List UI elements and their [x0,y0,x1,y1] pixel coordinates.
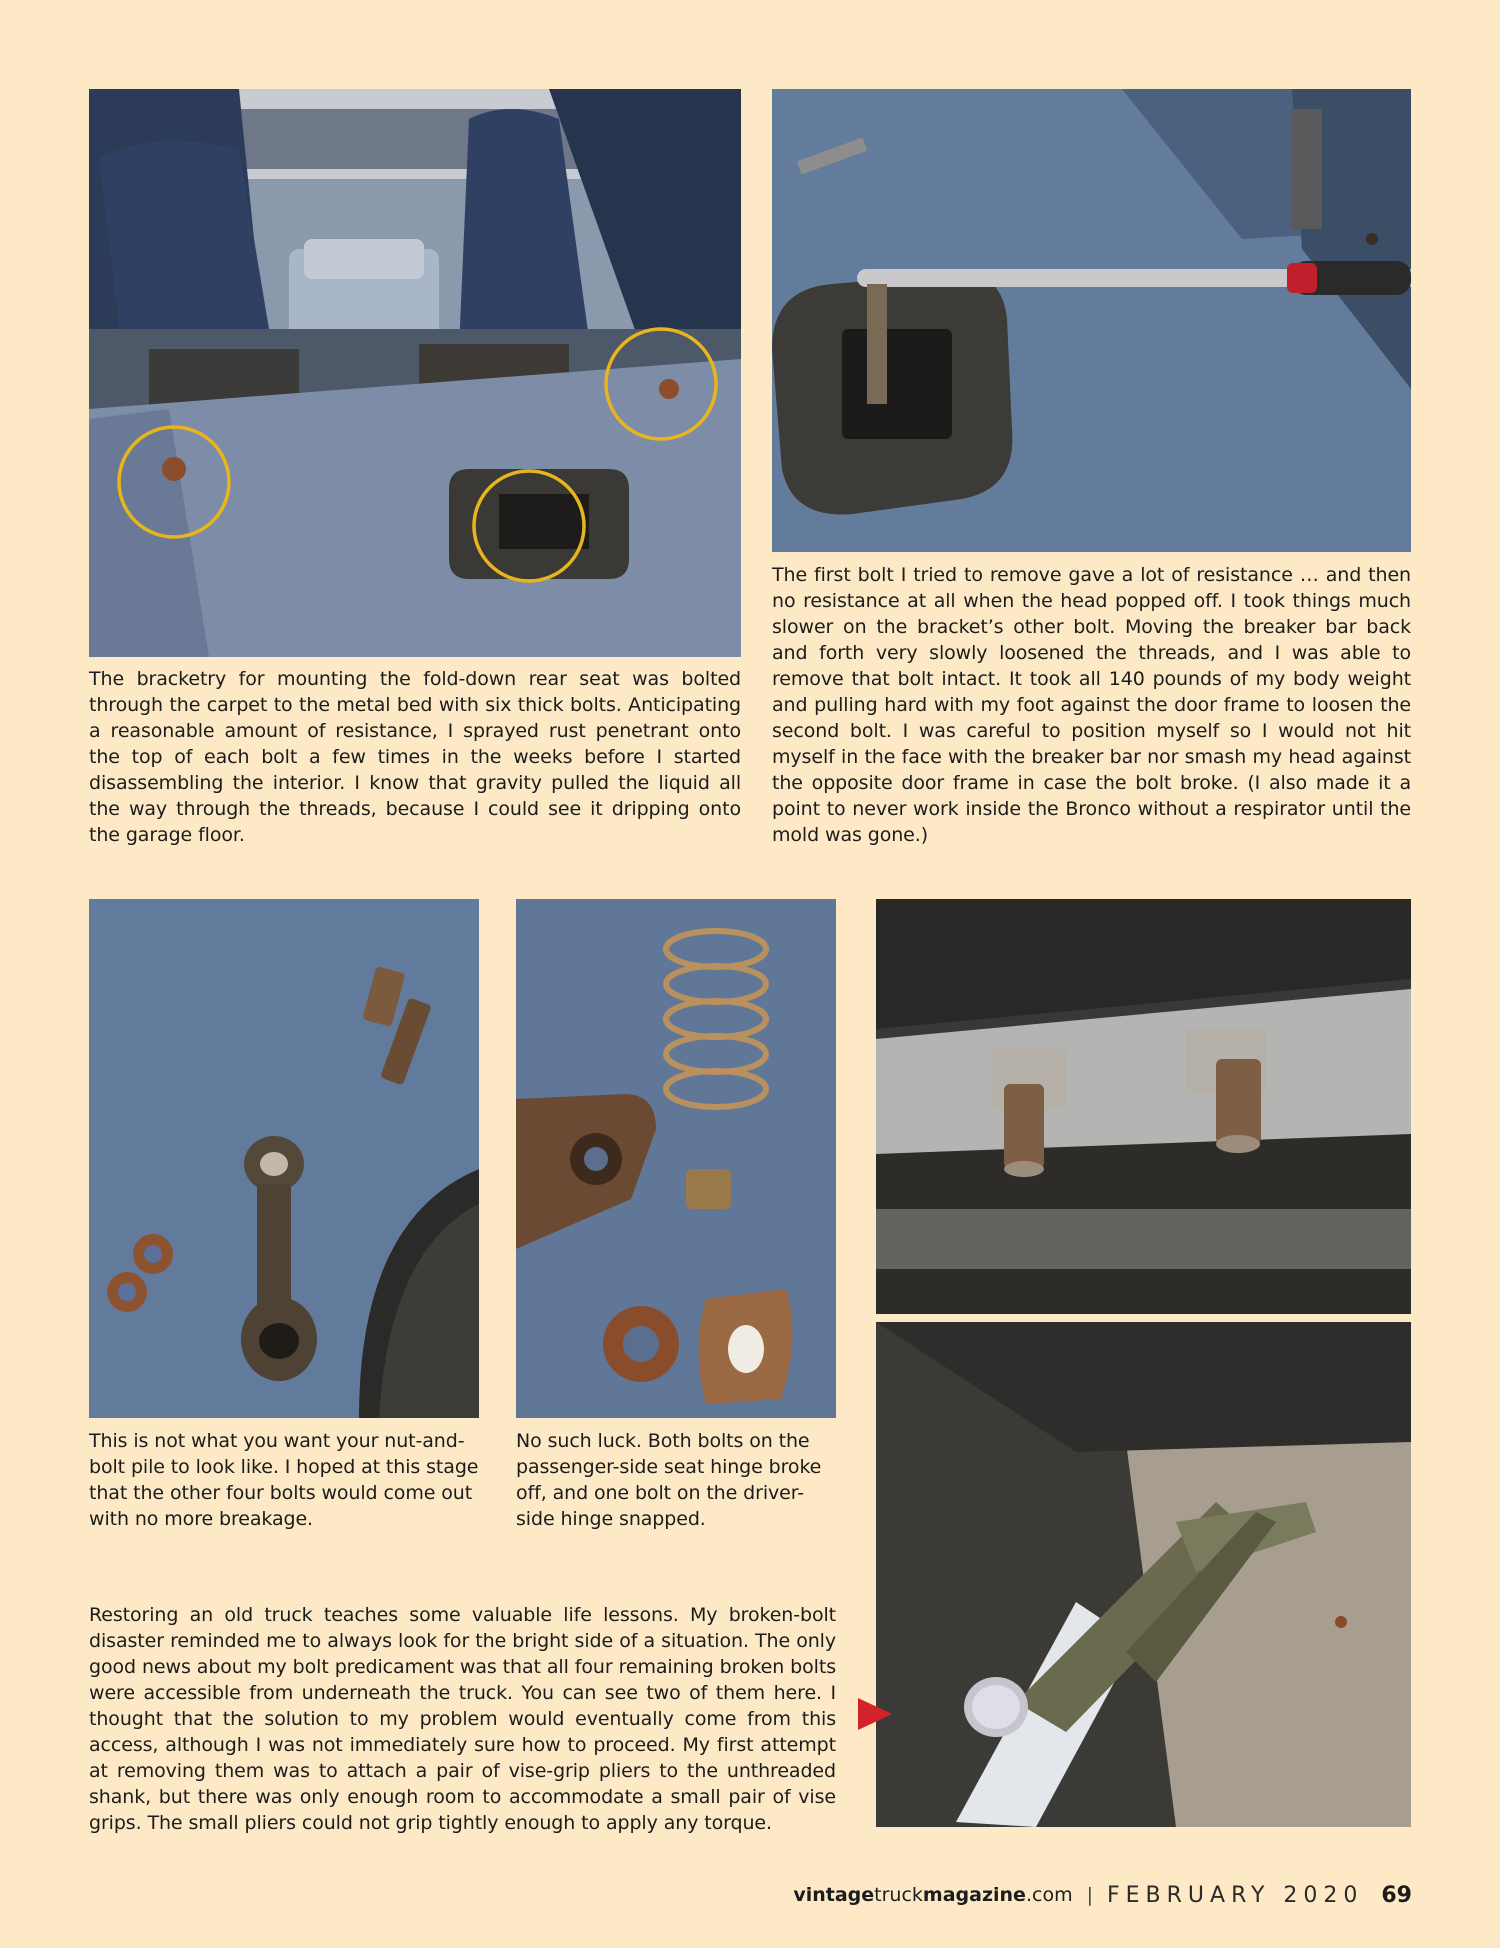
photo-vise-grip [876,1322,1411,1827]
caption-nut-pile: This is not what you want your nut-and-bolt pile to look like. I hoped at this stage that the other four bolts would come out with no more breakage. [89,1430,479,1530]
caption-spring-parts: No such luck. Both bolts on the passenger-side seat hinge broke off, and one bolt on the driver-side hinge snapped. [516,1430,822,1530]
page-number: 69 [1381,1882,1412,1908]
page-footer [793,1880,1412,1910]
caption-breaker-bar: The first bolt I tried to remove gave a lot of resistance … and then no resistance at all when the head popped off. I took things much slower on the bracket’s other bolt. Moving the breaker bar back and forth very slowly loosened the threads, and I was able to remove that bolt intact. It took all 140 pounds of my body weight and pulling hard with my foot against the door frame to loosen the second bolt. I was careful to position myself so I would not hit myself in the face with the breaker bar nor smash my head against the opposite door frame in case the bolt broke. (I also made it a point to never work inside the Bronco without a respirator until the mold was gone.) [772,564,1411,846]
caption-underside: Restoring an old truck teaches some valuable life lessons. My broken-bolt disaster reminded me to always look for the bright side of a situation. The only good news about my bolt predicament was that all four remaining broken bolts were accessible from underneath the truck. You can see two of them here. I thought that the solution to my problem would eventually come from this access, although I was not immediately sure how to proceed. My first attempt at removing them was to attach a pair of vise-grip pliers to the unthreaded shank, but there was only enough room to accommodate a small pair of vise grips. The small pliers could not grip tightly enough to apply any torque. [89,1604,836,1834]
photo-spring-parts [516,899,836,1418]
photo-nut-pile [89,899,479,1418]
pointer-arrow-icon [858,1698,892,1730]
footer-separator: | [1086,1884,1093,1906]
issue-date: FEBRUARY 2020 [1106,1882,1364,1908]
photo-breaker-bar [772,89,1411,552]
caption-interior: The bracketry for mounting the fold-down rear seat was bolted through the carpet to the metal bed with six thick bolts. Anticipating a reasonable amount of resistance, I sprayed rust penetrant onto the top of each bolt a few times in the weeks before I started disassembling the interior. I know that gravity pulled the liquid all the way through the threads, because I could see it dripping onto the garage floor. [89,668,741,846]
photo-interior [89,89,741,657]
photo-underside [876,899,1411,1314]
site-url[interactable]: vintagetruckmagazine.com [793,1884,1073,1906]
